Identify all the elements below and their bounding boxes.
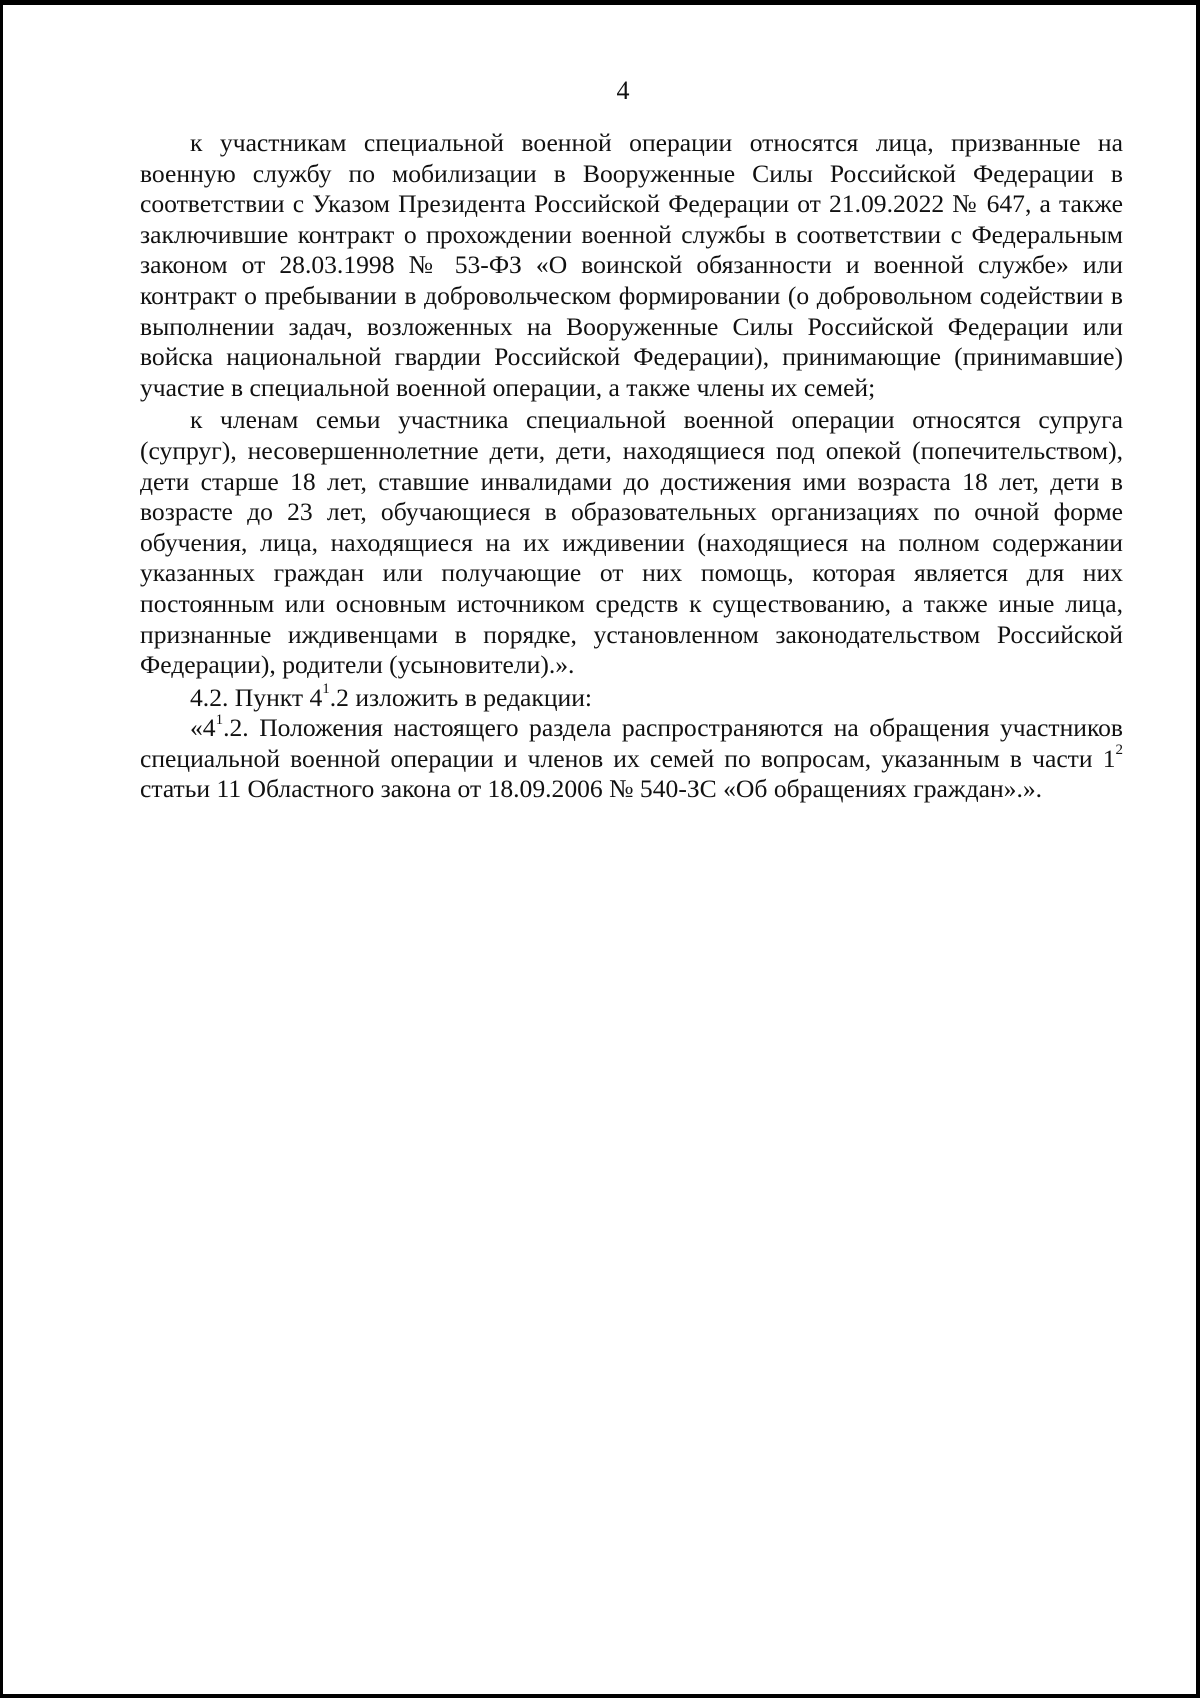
paragraph-new-wording (140, 713, 1123, 805)
item-4-2-text-end: .2 изложить в редакции: (329, 682, 593, 712)
page-number: 4 (616, 76, 630, 105)
new-wording-text-start: «4 (190, 713, 216, 743)
scan-border-left (0, 0, 3, 1698)
paragraph-family-members: к членам семьи участника специальной военной операции относятся супруга (супруг), несовершеннолетние дети, дети, находящиеся под опекой (попечительством), дети старше 18 лет, ставшие инвалидами до достижения ими возраста 18 лет, дети в возрасте до 23 лет, обучающиеся в образовательных организациях по очной форме обучения, лица, находящиеся на их иждивении (находящиеся на полном содержании указанных граждан или получающие от них помощь, которая является для них постоянным или основным источником средств к существованию, а также иные лица, признанные иждивенцами в порядке, установленном законодательством Российской Федерации), родители (усыновители).». (140, 405, 1123, 680)
new-wording-superscript-1: 1 (215, 711, 224, 728)
new-wording-text-end: статьи 11 Областного закона от 18.09.2006 № 540-ЗС «Об обращениях граждан».». (140, 774, 1043, 804)
scan-border-bottom (0, 1694, 1200, 1698)
new-wording-superscript-2: 2 (1115, 742, 1123, 759)
scan-border-right (1196, 0, 1200, 1698)
item-4-2-text-start: 4.2. Пункт 4 (190, 682, 323, 712)
item-4-2-superscript: 1 (322, 681, 330, 698)
new-wording-text-middle: .2. Положения настоящего раздела распространяются на обращения участников специальной военной операции и членов их семей по вопросам, указанным в части 1 (140, 713, 1123, 773)
paragraph-item-4-2 (140, 683, 1123, 714)
scan-border-top (0, 0, 1200, 5)
document-body (140, 128, 1123, 805)
paragraph-svo-participants: к участникам специальной военной операции относятся лица, призванные на военную службу по мобилизации в Вооруженные Силы Российской Федерации в соответствии с Указом Президента Российской Федерации от 21.09.2022 № 647, а также заключившие контракт о прохождении военной службы в соответствии с Федеральным законом от 28.03.1998 № 53-ФЗ «О воинской обязанности и военной службе» или контракт о пребывании в добровольческом формировании (о добровольном содействии в выполнении задач, возложенных на Вооруженные Силы Российской Федерации или войска национальной гвардии Российской Федерации), принимающие (принимавшие) участие в специальной военной операции, а также члены их семей; (140, 128, 1123, 402)
